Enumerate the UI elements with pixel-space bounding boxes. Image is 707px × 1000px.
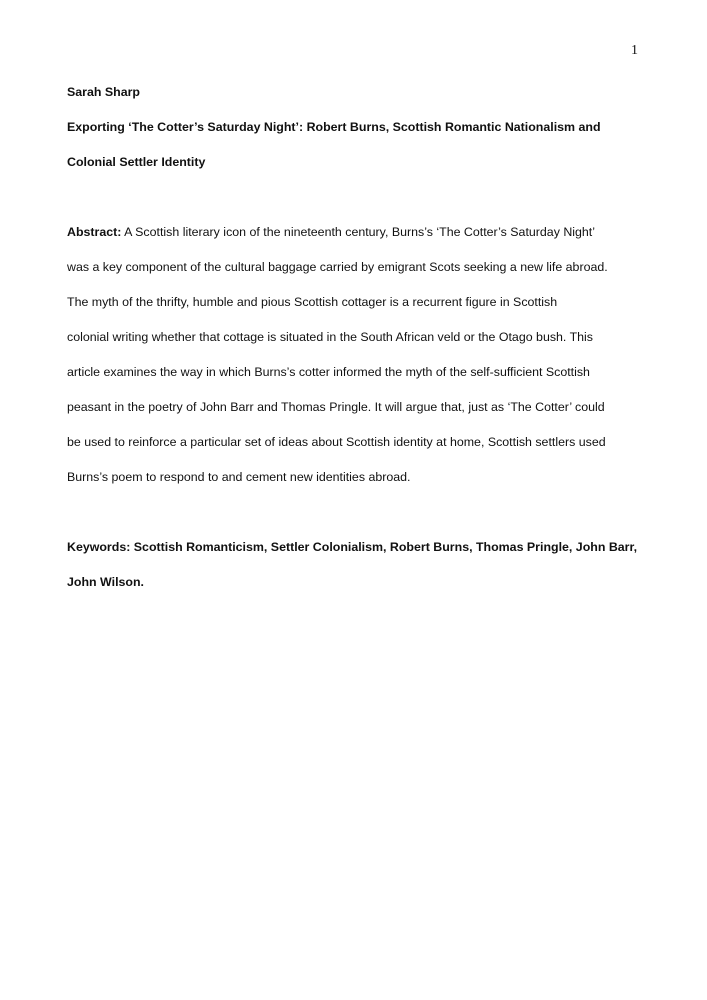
abstract-line: Burns’s poem to respond to and cement new identities abroad. (67, 470, 411, 484)
article-title-line-1: Exporting ‘The Cotter’s Saturday Night’: Robert Burns, Scottish Romantic Nationalism and (67, 120, 601, 134)
abstract-line: peasant in the poetry of John Barr and Thomas Pringle. It will argue that, just as ‘The Cotter’ could (67, 400, 605, 414)
abstract-line: be used to reinforce a particular set of ideas about Scottish identity at home, Scottish settlers used (67, 435, 606, 449)
document-body (67, 75, 642, 600)
abstract-line: colonial writing whether that cottage is situated in the South African veld or the Otago bush. This (67, 330, 593, 344)
abstract (67, 215, 642, 495)
keywords (67, 530, 642, 600)
keywords-line-1: Keywords: Scottish Romanticism, Settler Colonialism, Robert Burns, Thomas Pringle, John Barr, (67, 540, 638, 554)
spacer (67, 180, 642, 215)
abstract-text-first: A Scottish literary icon of the nineteenth century, Burns’s ‘The Cotter’s Saturday Night’ (121, 225, 596, 239)
abstract-line-1 (67, 215, 642, 250)
spacer (67, 495, 642, 530)
abstract-label: Abstract: (67, 225, 122, 239)
abstract-line: article examines the way in which Burns’s cotter informed the myth of the self-sufficient Scottish (67, 365, 590, 379)
abstract-line: was a key component of the cultural baggage carried by emigrant Scots seeking a new life abroad. (67, 260, 608, 274)
author-name: Sarah Sharp (67, 85, 140, 99)
page-number: 1 (631, 43, 638, 58)
keywords-line-2: John Wilson. (67, 575, 144, 589)
article-title-line-2: Colonial Settler Identity (67, 155, 206, 169)
abstract-line: The myth of the thrifty, humble and pious Scottish cottager is a recurrent figure in Scottish (67, 295, 558, 309)
